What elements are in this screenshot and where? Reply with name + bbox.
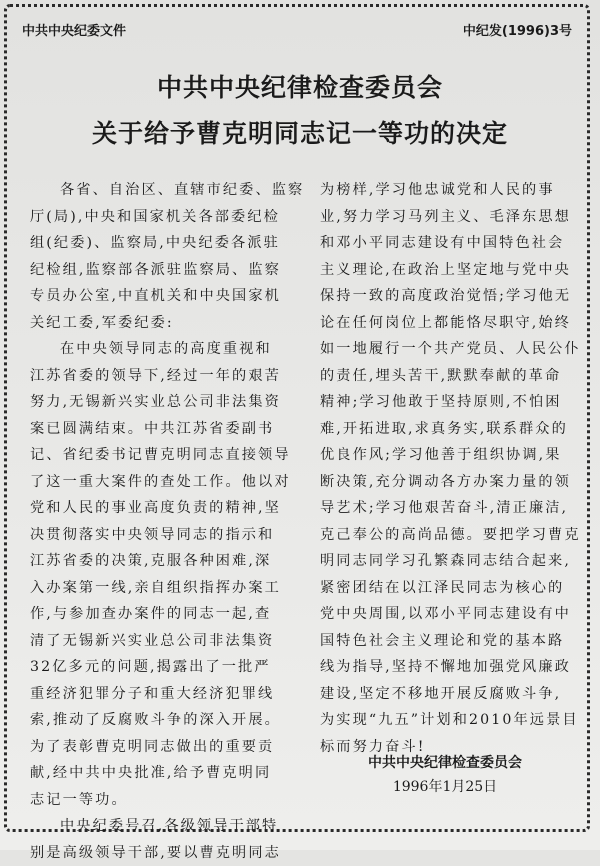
body-text-line: 在中央领导同志的高度重视和: [30, 336, 292, 363]
body-text-line: 为榜样,学习他忠诚党和人民的事: [320, 177, 582, 204]
body-text-line: 志记一等功。: [30, 787, 292, 814]
body-text-line: 别是高级领导干部,要以曹克明同志: [30, 840, 292, 866]
body-text-line: 明同志同学习孔繁森同志结合起来,: [320, 548, 582, 575]
body-text-line: 为实现“九五”计划和2010年远景目: [320, 707, 582, 734]
body-text-line: 紧密团结在以江泽民同志为核心的: [320, 575, 582, 602]
issuer-label: 中共中央纪委文件: [22, 20, 126, 39]
body-text-line: 案已圆满结束。中共江苏省委副书: [30, 416, 292, 443]
body-text-line: 献,经中共中央批准,给予曹克明同: [30, 760, 292, 787]
body-text-line: 索,推动了反腐败斗争的深入开展。: [30, 707, 292, 734]
document-number: 中纪发(1996)3号: [463, 20, 572, 39]
body-text-line: 论在任何岗位上都能恪尽职守,始终: [320, 310, 582, 337]
body-text-line: 了这一重大案件的查处工作。他以对: [30, 469, 292, 496]
body-text-line: 各省、自治区、直辖市纪委、监察: [30, 177, 292, 204]
body-text-line: 江苏省委的决策,克服各种困难,深: [30, 548, 292, 575]
body-text-line: 建设,坚定不移地开展反腐败斗争,: [320, 681, 582, 708]
body-text-line: 重经济犯罪分子和重大经济犯罪线: [30, 681, 292, 708]
body-text-line: 决贯彻落实中央领导同志的指示和: [30, 522, 292, 549]
body-text-line: 记、省纪委书记曹克明同志直接领导: [30, 442, 292, 469]
body-text-line: 主义理论,在政治上坚定地与党中央: [320, 257, 582, 284]
title-line-1: 中共中央纪律检查委员会: [0, 68, 600, 104]
body-text-line: 国特色社会主义理论和党的基本路: [320, 628, 582, 655]
body-text-line: 克己奉公的高尚品德。要把学习曹克: [320, 522, 582, 549]
body-text-line: 难,开拓进取,求真务实,联系群众的: [320, 416, 582, 443]
body-text-line: 纪检组,监察部各派驻监察局、监察: [30, 257, 292, 284]
signature-organization: 中共中央纪律检查委员会: [300, 752, 590, 772]
body-text-line: 入办案第一线,亲自组织指挥办案工: [30, 575, 292, 602]
body-text-line: 清了无锡新兴实业总公司非法集资: [30, 628, 292, 655]
body-text-line: 党中央周围,以邓小平同志建设有中: [320, 601, 582, 628]
body-text-line: 专员办公室,中直机关和中央国家机: [30, 283, 292, 310]
body-text-line: 和邓小平同志建设有中国特色社会: [320, 230, 582, 257]
body-text-line: 业,努力学习马列主义、毛泽东思想: [320, 204, 582, 231]
body-text-line: 组(纪委)、监察局,中央纪委各派驻: [30, 230, 292, 257]
body-text-line: 中央纪委号召,各级领导干部特: [30, 813, 292, 840]
body-text-line: 作,与参加查办案件的同志一起,查: [30, 601, 292, 628]
body-text-line: 如一地履行一个共产党员、人民公仆: [320, 336, 582, 363]
body-text-line: 厅(局),中央和国家机关各部委纪检: [30, 204, 292, 231]
body-text-line: 为了表彰曹克明同志做出的重要贡: [30, 734, 292, 761]
body-text-line: 标而努力奋斗!: [320, 734, 582, 761]
body-text-line: 党和人民的事业高度负责的精神,坚: [30, 495, 292, 522]
body-right-column: [320, 177, 582, 760]
body-text-line: 导艺术;学习他艰苦奋斗,清正廉洁,: [320, 495, 582, 522]
signature-date: 1996年1月25日: [300, 776, 590, 796]
body-text-line: 保持一致的高度政治觉悟;学习他无: [320, 283, 582, 310]
body-text-line: 关纪工委,军委纪委:: [30, 310, 292, 337]
body-text-line: 的责任,埋头苦干,默默奉献的革命: [320, 363, 582, 390]
title-line-2: 关于给予曹克明同志记一等功的决定: [0, 114, 600, 150]
body-text-line: 断决策,充分调动各方办案力量的领: [320, 469, 582, 496]
body-text-line: 线为指导,坚持不懈地加强党风廉政: [320, 654, 582, 681]
body-text-line: 精神;学习他敢于坚持原则,不怕困: [320, 389, 582, 416]
body-text-line: 优良作风;学习他善于组织协调,果: [320, 442, 582, 469]
body-text-line: 32亿多元的问题,揭露出了一批严: [30, 654, 292, 681]
body-text-line: 江苏省委的领导下,经过一年的艰苦: [30, 363, 292, 390]
body-text-line: 努力,无锡新兴实业总公司非法集资: [30, 389, 292, 416]
body-left-column: [30, 177, 292, 866]
